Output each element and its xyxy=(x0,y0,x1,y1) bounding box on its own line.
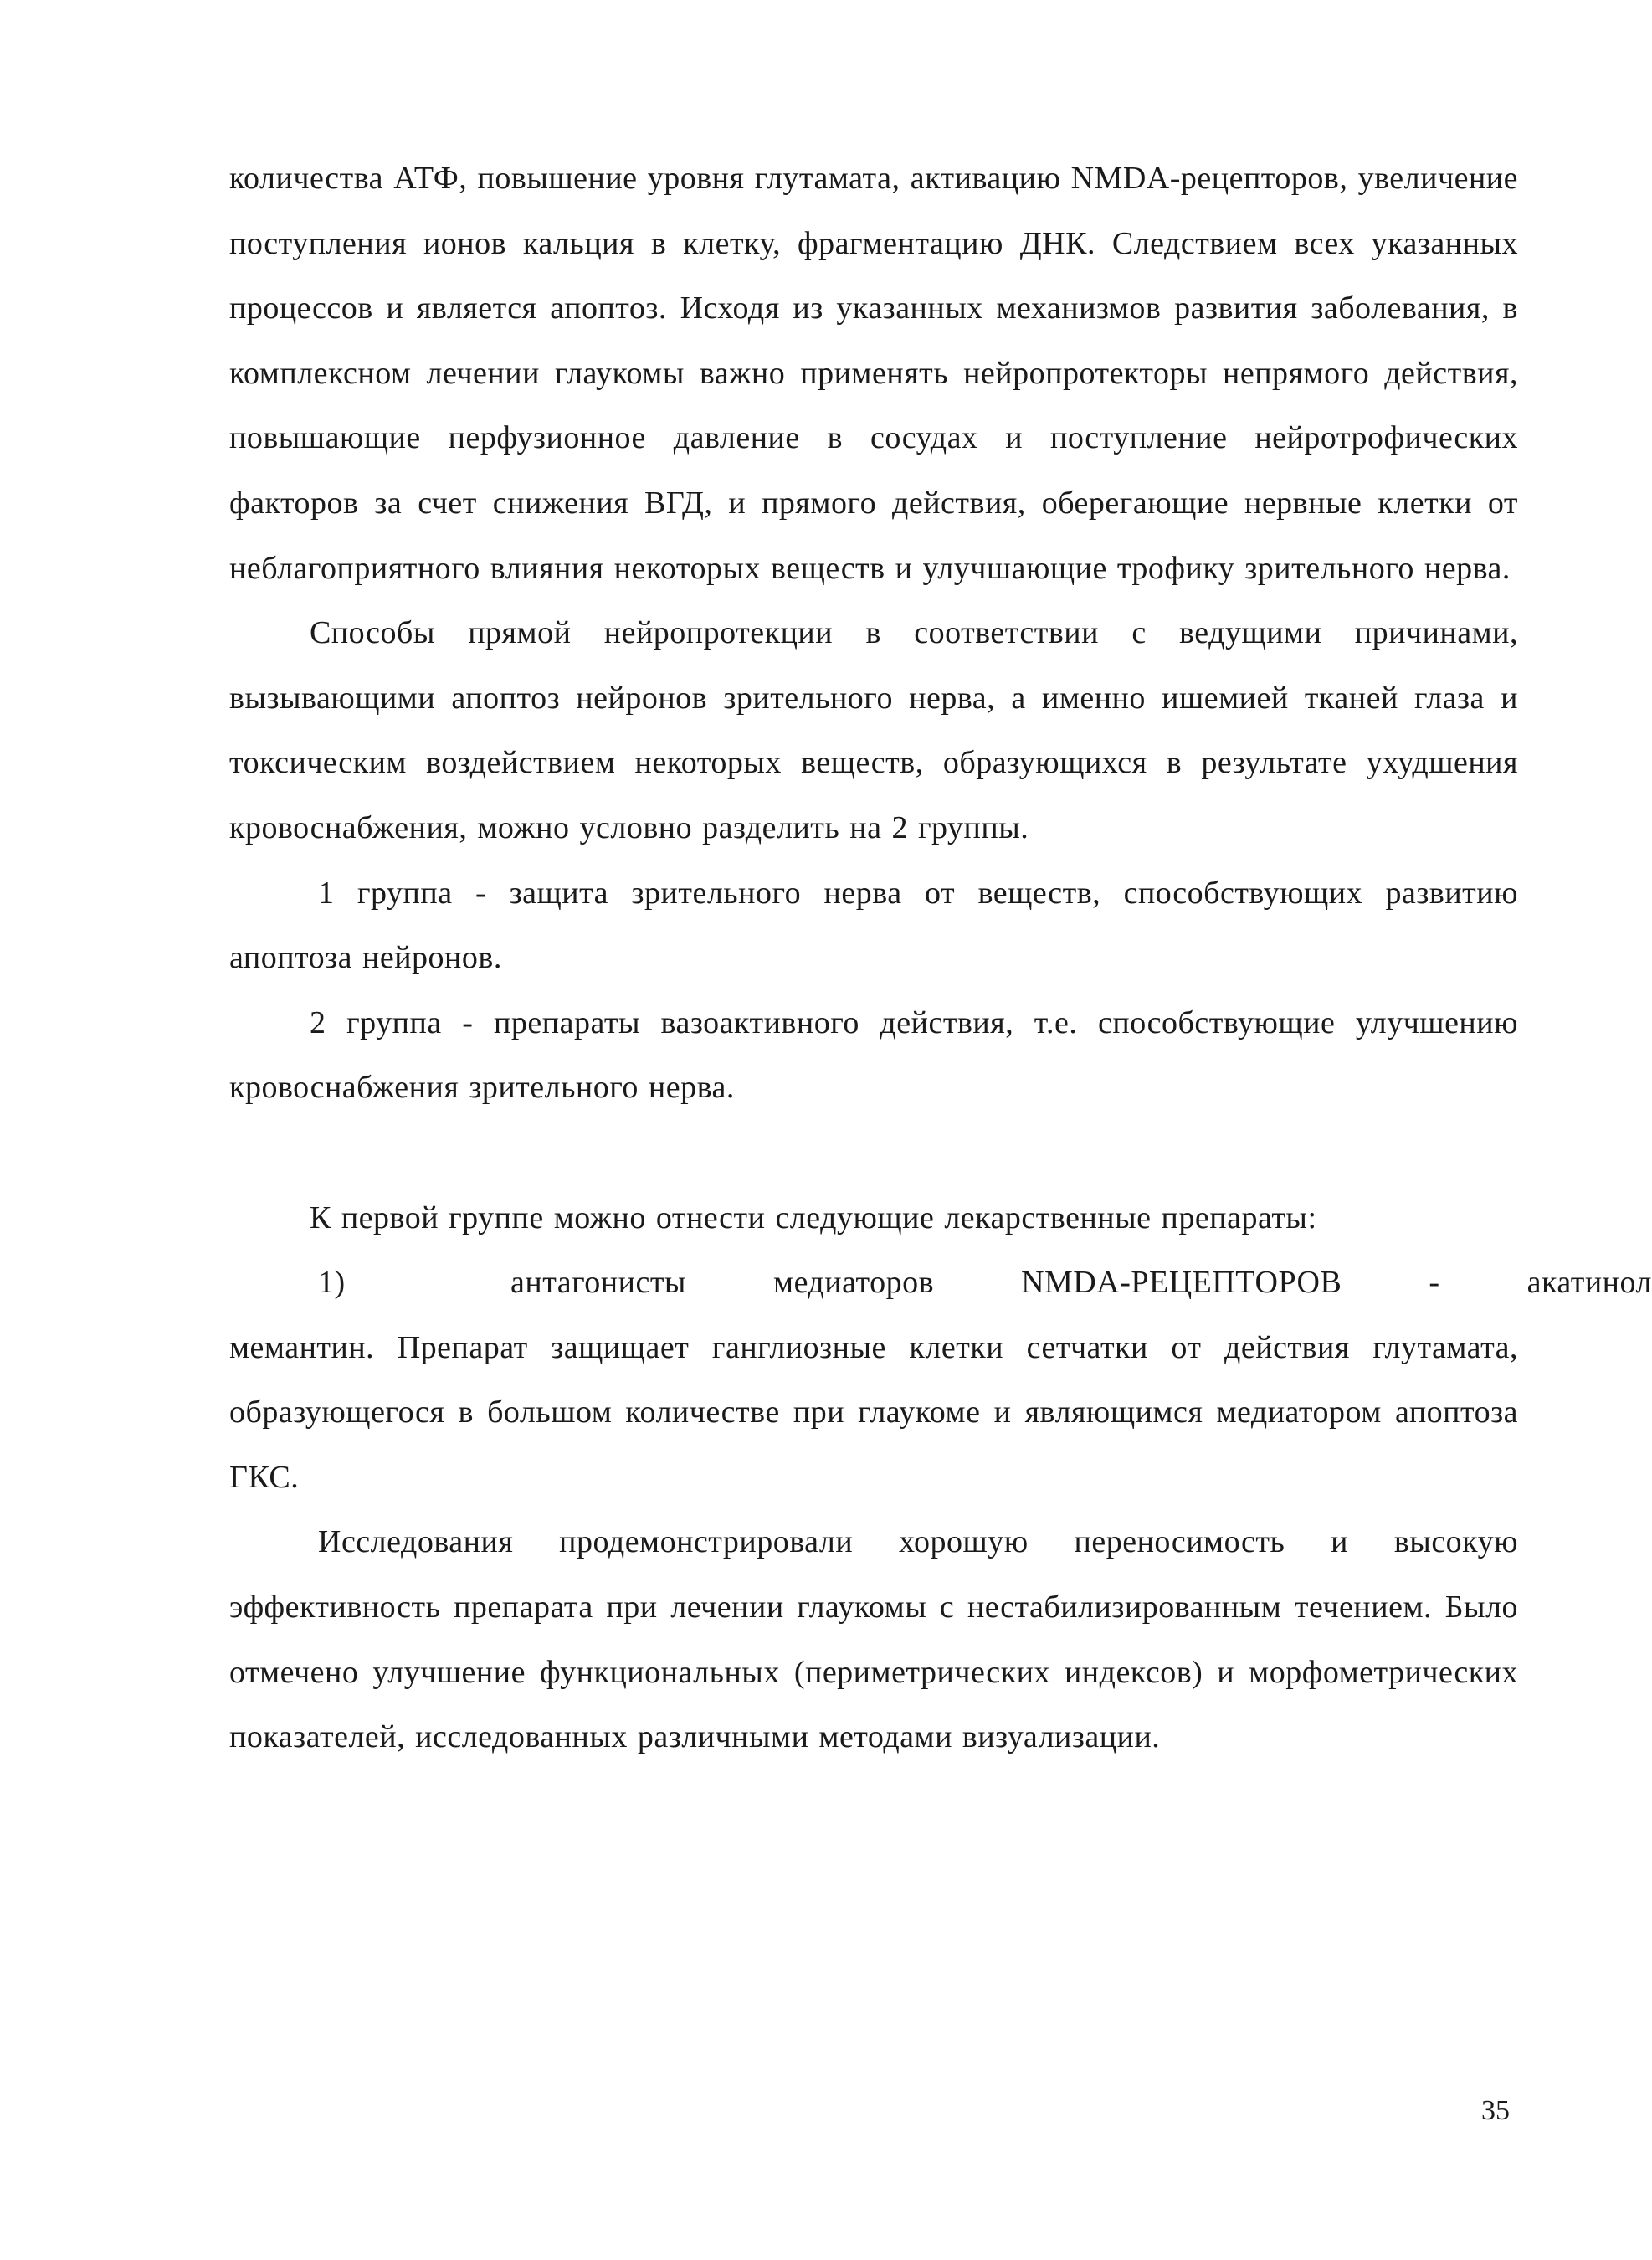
paragraph-group-2: 2 группа - препараты вазоактивного действия, т.е. способствующие улучшению кровоснабжения зрительного нерва. xyxy=(229,1004,1518,1106)
list-word: антагонисты xyxy=(510,1265,686,1301)
paragraph-mechanisms: количества АТФ, повышение уровня глутамата, активацию NMDA-рецепторов, увеличение поступления ионов кальция в клетку, фрагментацию ДНК. Следствием всех указанных процессов и является апоптоз. Исходя из указанных механизмов развития заболевания, в комплексном лечении глаукомы важно применять нейропротекторы непрямого действия, повышающие перфузионное давление в сосудах и поступление нейротрофических факторов за счет снижения ВГД, и прямого действия, оберегающие нервные клетки от неблагоприятного влияния некоторых веществ и улучшающие трофику зрительного нерва. xyxy=(229,161,1518,586)
paragraph-spacer xyxy=(229,1121,1518,1186)
list-item-1-first-line xyxy=(229,1251,1652,1316)
list-item-first-line-words xyxy=(510,1251,1652,1316)
list-word: - xyxy=(1429,1265,1440,1301)
paragraph-research-results: Исследования продемонстрировали хорошую переносимость и высокую эффективность препарата при лечении глаукомы с нестабилизированным течением. Было отмечено улучшение функциональных (периметрических индексов) и морфометрических показателей, исследованных различными методами визуализации. xyxy=(229,1524,1518,1755)
list-word: медиаторов xyxy=(773,1265,935,1301)
paragraph-direct-neuroprotection: Способы прямой нейропротекции в соответствии с ведущими причинами, вызывающими апоптоз нейронов зрительного нерва, а именно ишемией тканей глаза и токсическим воздействием некоторых веществ, образующихся в результате ухудшения кровоснабжения, можно условно разделить на 2 группы. xyxy=(229,615,1518,845)
page-body xyxy=(229,146,1652,1770)
paragraph-group-1: 1 группа - защита зрительного нерва от веществ, способствующих развитию апоптоза нейронов. xyxy=(229,875,1518,976)
list-item-number: 1) xyxy=(318,1265,346,1301)
list-item-1-continuation: мемантин. Препарат защищает ганглиозные клетки сетчатки от действия глутамата, образующегося в большом количестве при глаукоме и являющимся медиатором апоптоза ГКС. xyxy=(229,1329,1518,1495)
page-number: 35 xyxy=(1481,2095,1510,2126)
list-word: NMDA-РЕЦЕПТОРОВ xyxy=(1021,1265,1342,1301)
paragraph-first-group-intro: К первой группе можно отнести следующие лекарственные препараты: xyxy=(310,1199,1317,1235)
list-word: акатинол xyxy=(1526,1265,1652,1301)
